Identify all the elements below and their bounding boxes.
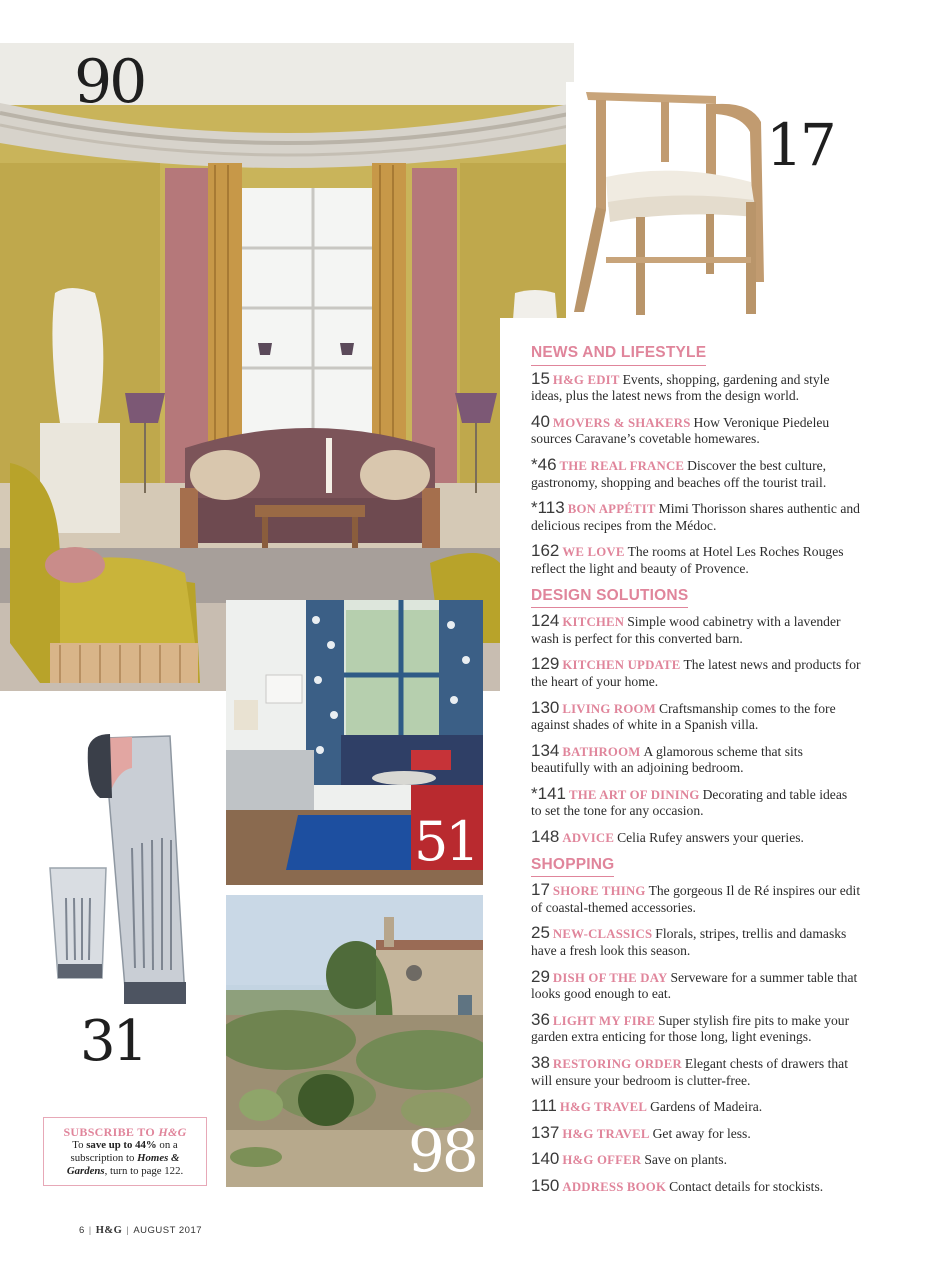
contents-entry[interactable] bbox=[531, 454, 861, 491]
entry-description: Simple wood cabinetry with a lavender wash is perfect for this converted barn. bbox=[531, 614, 841, 646]
section-heading: DESIGN SOLUTIONS bbox=[531, 587, 688, 609]
contents-entry[interactable] bbox=[531, 1055, 861, 1089]
entry-kicker: BATHROOM bbox=[562, 744, 641, 759]
subscribe-title-lead: SUBSCRIBE TO bbox=[63, 1125, 155, 1139]
entry-kicker: H&G EDIT bbox=[552, 372, 620, 387]
page-number-51[interactable]: 51 bbox=[414, 810, 477, 873]
contents-entry[interactable] bbox=[531, 1009, 861, 1046]
folio-page: 6 bbox=[79, 1225, 85, 1236]
subscribe-box[interactable] bbox=[43, 1117, 207, 1186]
entry-page-number: *46 bbox=[531, 454, 557, 474]
entry-page-number: 148 bbox=[531, 827, 560, 847]
section bbox=[531, 344, 851, 371]
section-heading: SHOPPING bbox=[531, 856, 614, 878]
subscribe-body-1: To bbox=[72, 1139, 84, 1151]
entry-description: Get away for less. bbox=[652, 1125, 751, 1141]
entry-page-number: 40 bbox=[531, 411, 550, 431]
entry-description: A glamorous scheme that sits beautifully with an adjoining bedroom. bbox=[531, 743, 803, 776]
contents-list bbox=[500, 318, 900, 1198]
entry-description: Discover the best culture, gastronomy, shopping and beaches off the tourist trail. bbox=[531, 457, 827, 490]
entry-description: Super stylish fire pits to make your garden extra enticing for those long, light evenings. bbox=[531, 1012, 850, 1045]
entry-kicker: MOVERS & SHAKERS bbox=[552, 415, 691, 430]
section bbox=[531, 587, 851, 614]
section bbox=[531, 856, 851, 883]
entry-kicker: H&G TRAVEL bbox=[562, 1126, 650, 1141]
entry-kicker: KITCHEN bbox=[562, 615, 625, 630]
contents-entry[interactable] bbox=[531, 411, 861, 448]
subscribe-body bbox=[44, 1139, 206, 1178]
entry-page-number: 129 bbox=[531, 654, 560, 674]
entry-description: Elegant chests of drawers that will ensure your bedroom is clutter-free. bbox=[531, 1056, 848, 1088]
entry-kicker: LIGHT MY FIRE bbox=[552, 1013, 656, 1028]
folio-issue: AUGUST 2017 bbox=[133, 1225, 203, 1236]
page-number-17[interactable]: 17 bbox=[766, 111, 834, 179]
folio bbox=[79, 1225, 202, 1236]
subscribe-title-brand: H&G bbox=[158, 1125, 187, 1139]
contents-column bbox=[531, 344, 861, 1205]
contents-entry[interactable] bbox=[531, 1151, 861, 1169]
section-heading: NEWS AND LIFESTYLE bbox=[531, 344, 706, 366]
contents-entry[interactable] bbox=[531, 783, 861, 820]
entry-page-number: 29 bbox=[531, 966, 550, 986]
contents-entry[interactable] bbox=[531, 829, 861, 847]
folio-brand: H&G bbox=[95, 1225, 123, 1236]
entry-description: Craftsmanship comes to the fore against shades of white in a Spanish villa. bbox=[531, 700, 836, 733]
entry-description: Gardens of Madeira. bbox=[650, 1099, 763, 1115]
contents-entry[interactable] bbox=[531, 882, 861, 916]
entry-description: How Veronique Piedeleu sources Caravane’s covetable homewares. bbox=[531, 414, 830, 447]
entry-page-number: 124 bbox=[531, 611, 560, 631]
entry-kicker: LIVING ROOM bbox=[562, 701, 656, 716]
contents-entry[interactable] bbox=[531, 1098, 861, 1116]
subscribe-magazine: Homes & Gardens bbox=[66, 1152, 180, 1177]
entry-description: Contact details for stockists. bbox=[669, 1178, 824, 1194]
carafe-photo bbox=[40, 728, 210, 1018]
contents-entry[interactable] bbox=[531, 1122, 861, 1143]
entry-kicker: BON APPÉTIT bbox=[567, 502, 656, 517]
entry-page-number: 134 bbox=[531, 740, 560, 760]
entry-kicker: THE REAL FRANCE bbox=[559, 458, 685, 473]
entry-page-number: 15 bbox=[531, 368, 550, 388]
entry-kicker: WE LOVE bbox=[562, 545, 625, 560]
entry-page-number: 130 bbox=[531, 697, 560, 717]
contents-entry[interactable] bbox=[531, 740, 861, 777]
entry-description: Save on plants. bbox=[644, 1152, 727, 1168]
entry-kicker: DISH OF THE DAY bbox=[552, 970, 668, 985]
entry-description: Decorating and table ideas to set the tone for any occasion. bbox=[531, 786, 848, 819]
folio-divider: | bbox=[126, 1225, 130, 1236]
contents-entry[interactable] bbox=[531, 925, 861, 959]
page-number-90[interactable]: 90 bbox=[74, 47, 145, 117]
entry-page-number: 140 bbox=[531, 1149, 560, 1169]
entry-page-number: *141 bbox=[531, 783, 566, 803]
entry-description: Florals, stripes, trellis and damasks have a fresh look this season. bbox=[531, 926, 847, 959]
entry-page-number: 38 bbox=[531, 1053, 550, 1072]
entry-description: The latest news and products for the heart of your home. bbox=[531, 657, 861, 689]
salon-photo bbox=[0, 43, 574, 691]
contents-entry[interactable] bbox=[531, 613, 861, 647]
entry-description: The gorgeous Il de Ré inspires our edit of coastal-themed accessories. bbox=[531, 883, 861, 915]
entry-kicker: KITCHEN UPDATE bbox=[562, 658, 681, 673]
entry-page-number: 17 bbox=[531, 880, 550, 900]
subscribe-body-2: on a subscription to bbox=[70, 1139, 178, 1164]
entry-page-number: 36 bbox=[531, 1009, 550, 1029]
entry-page-number: *113 bbox=[531, 498, 565, 518]
contents-entry[interactable] bbox=[531, 368, 861, 405]
entry-description: The rooms at Hotel Les Roches Rouges reflect the light and beauty of Provence. bbox=[531, 544, 844, 576]
entry-page-number: 162 bbox=[531, 541, 560, 561]
contents-entry[interactable] bbox=[531, 656, 861, 690]
entry-kicker: ADDRESS BOOK bbox=[562, 1179, 667, 1194]
entry-page-number: 25 bbox=[531, 923, 550, 943]
contents-entry[interactable] bbox=[531, 697, 861, 734]
entry-kicker: ADVICE bbox=[562, 831, 615, 846]
entry-page-number: 150 bbox=[531, 1175, 560, 1195]
chair-photo bbox=[566, 82, 792, 318]
subscribe-body-3: , turn to page 122. bbox=[104, 1165, 184, 1177]
entry-kicker: NEW-CLASSICS bbox=[552, 927, 653, 942]
entry-description: Events, shopping, gardening and style ideas, plus the latest news from the design world. bbox=[531, 371, 830, 404]
contents-entry[interactable] bbox=[531, 966, 861, 1003]
entry-page-number: 111 bbox=[531, 1096, 557, 1116]
entry-kicker: SHORE THING bbox=[552, 884, 646, 899]
entry-kicker: H&G TRAVEL bbox=[559, 1100, 648, 1115]
entry-description: Serveware for a summer table that looks good enough to eat. bbox=[531, 969, 858, 1002]
entry-kicker: RESTORING ORDER bbox=[552, 1057, 682, 1071]
entry-kicker: H&G OFFER bbox=[562, 1153, 642, 1168]
contents-entry[interactable] bbox=[531, 543, 861, 577]
page-number-98[interactable]: 98 bbox=[408, 1117, 476, 1185]
folio-divider: | bbox=[88, 1225, 92, 1236]
entry-description: Mimi Thorisson shares authentic and delicious recipes from the Médoc. bbox=[531, 501, 860, 533]
entry-description: Celia Rufey answers your queries. bbox=[617, 830, 804, 846]
subscribe-offer: save up to 44% bbox=[86, 1139, 157, 1151]
page-number-31[interactable]: 31 bbox=[80, 1009, 146, 1074]
entry-page-number: 137 bbox=[531, 1122, 560, 1142]
subscribe-title bbox=[44, 1125, 206, 1139]
contents-entry[interactable] bbox=[531, 500, 861, 534]
contents-entry[interactable] bbox=[531, 1175, 861, 1196]
entry-kicker: THE ART OF DINING bbox=[568, 787, 700, 802]
